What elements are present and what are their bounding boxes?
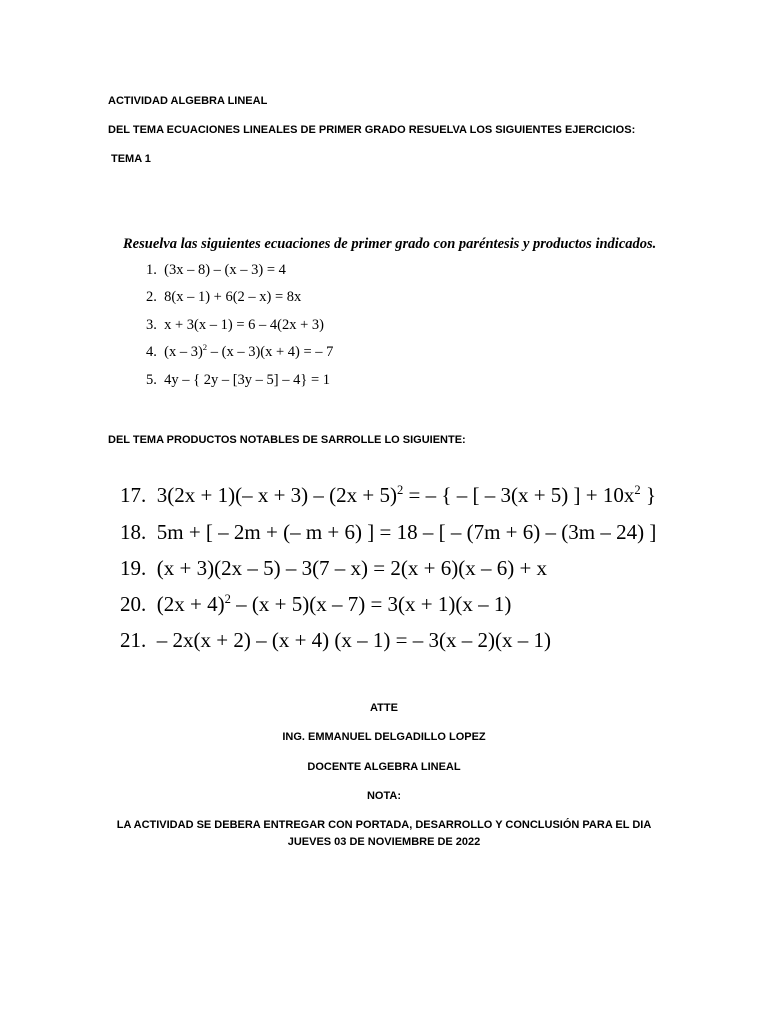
equation-19: 19. (x + 3)(2x – 5) – 3(7 – x) = 2(x + 6)(x – 6) + x (120, 556, 548, 580)
document-title: ACTIVIDAD ALGEBRA LINEAL (108, 95, 268, 107)
atte-label: ATTE (370, 702, 398, 714)
instruction-text: DEL TEMA ECUACIONES LINEALES DE PRIMER GRADO RESUELVA LOS SIGUIENTES EJERCICIOS: (108, 124, 636, 136)
nota-line-2: JUEVES 03 DE NOVIEMBRE DE 2022 (287, 836, 481, 848)
equation-20: 20. $(2x + 4)^2 - (x + 5)(x - 7) = 3(x + 1)(x - 1)$ (120, 592, 512, 616)
tema-label: TEMA 1 (111, 153, 151, 165)
teacher-name: ING. EMMANUEL DELGADILLO LOPEZ (282, 731, 486, 743)
nota-line-1: LA ACTIVIDAD SE DEBERA ENTREGAR CON PORTADA, DESARROLLO Y CONCLUSIÓN PARA EL DIA (116, 819, 652, 831)
equation-2: 2. 8(x – 1) + 6(2 – x) = 8x (146, 289, 302, 305)
equation-21: 21. – 2x(x + 2) – (x + 4) (x – 1) = – 3(x – 2)(x – 1) (120, 628, 551, 652)
equation-17: 17. 3(2x + 1)(– $x + 3) - (2x + 5)^2$ = – { – [ – 3(x + 5) ] + $10x^2$ } (120, 483, 657, 507)
teacher-role: DOCENTE ALGEBRA LINEAL (307, 761, 461, 773)
equation-1: 1. (3x – 8) – (x – 3) = 4 (146, 262, 286, 278)
equation-18: 18. 5m + [ – 2m + (– m + 6) ] = 18 – [ – (7m + 6) – (3m – 24) ] (120, 520, 657, 544)
equation-5: 5. 4y – { 2y – [3y – 5] – 4} = 1 (146, 372, 331, 388)
section1-heading: Resuelva las siguientes ecuaciones de primer grado con paréntesis y productos indicados. (123, 236, 657, 252)
equation-4: 4. (x – 3)$^2$ – (x – 3)(x + 4) = – 7 (146, 342, 334, 360)
equation-3: 3. x + 3(x – 1) = 6 – 4(2x + 3) (146, 317, 324, 333)
nota-label: NOTA: (366, 790, 401, 802)
section2-heading: DEL TEMA PRODUCTOS NOTABLES DE SARROLLE LO SIGUIENTE: (108, 434, 466, 446)
